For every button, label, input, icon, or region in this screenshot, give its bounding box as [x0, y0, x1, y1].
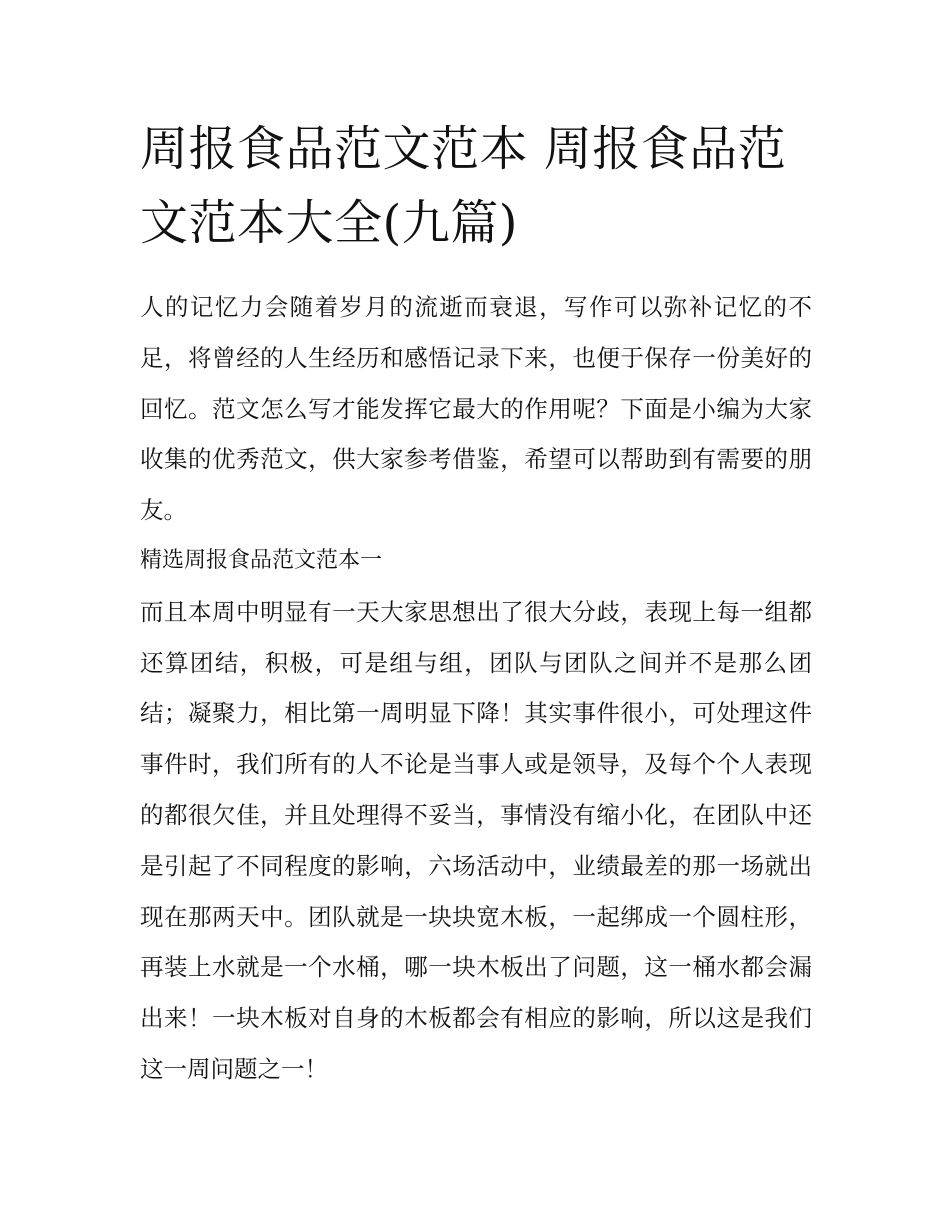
- document-page: [140, 112, 812, 1095]
- section-heading: 精选周报食品范文范本一: [140, 547, 383, 573]
- body-paragraph: 而且本周中明显有一天大家思想出了很大分歧，表现上每一组都还算团结，积极，可是组与组，团队与团队之间并不是那么团结；凝聚力，相比第一周明显下降！其实事件很小，可处理这件事件时，我们所有的人不论是当事人或是领导，及每个个人表现的都很欠佳，并且处理得不妥当，事情没有缩小化，在团队中还是引起了不同程度的影响，六场活动中，业绩最差的那一场就出现在那两天中。团队就是一块块宽木板，一起绑成一个圆柱形，再装上水就是一个水桶，哪一块木板出了问题，这一桶水都会漏出来！一块木板对自身的木板都会有相应的影响，所以这是我们这一周问题之一！: [140, 597, 812, 1083]
- intro-paragraph: 人的记忆力会随着岁月的流逝而衰退，写作可以弥补记忆的不足，将曾经的人生经历和感悟记录下来，也便于保存一份美好的回忆。范文怎么写才能发挥它最大的作用呢？下面是小编为大家收集的优秀范文，供大家参考借鉴，希望可以帮助到有需要的朋友。: [140, 293, 812, 525]
- document-title: 周报食品范文范本 周报食品范文范本大全(九篇): [140, 121, 787, 251]
